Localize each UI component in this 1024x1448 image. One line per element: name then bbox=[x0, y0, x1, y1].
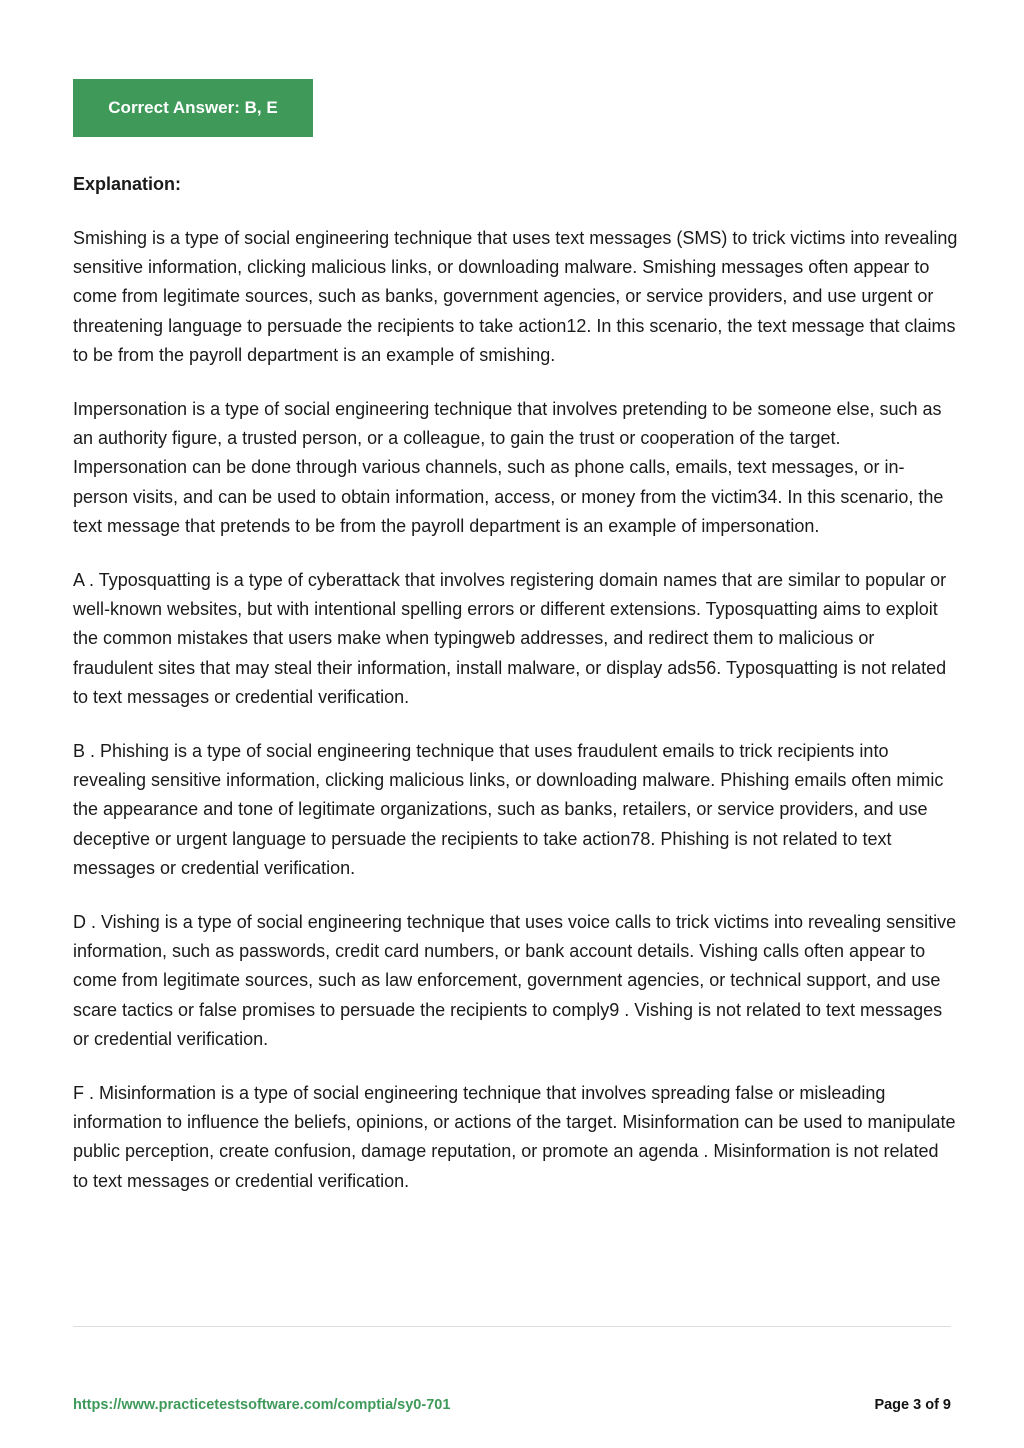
paragraph-impersonation: Impersonation is a type of social engineering technique that involves pretending to be someone else, such as an authority figure, a trusted person, or a colleague, to gain the trust or cooperation of the target. Impersonation can be done through various channels, such as phone calls, emails, text messages, or in-person visits, and can be used to obtain information, access, or money from the victim34. In this scenario, the text message that pretends to be from the payroll department is an example of impersonation. bbox=[73, 399, 944, 536]
paragraph-phishing: B . Phishing is a type of social engineering technique that uses fraudulent emails to trick recipients into revealing sensitive information, clicking malicious links, or downloading malware. Phishing emails often mimic the appearance and tone of legitimate organizations, such as banks, retailers, or service providers, and use deceptive or urgent language to persuade the recipients to take action78. Phishing is not related to text messages or credential verification. bbox=[73, 741, 944, 878]
page-number: Page 3 of 9 bbox=[874, 1397, 951, 1413]
paragraph-vishing: D . Vishing is a type of social engineering technique that uses voice calls to trick victims into revealing sensitive information, such as passwords, credit card numbers, or bank account details. Vishing calls often appear to come from legitimate sources, such as law enforcement, government agencies, or technical support, and use scare tactics or false promises to persuade the recipients to comply9 . Vishing is not related to text messages or credential verification. bbox=[73, 912, 957, 1049]
correct-answer-badge: Correct Answer: B, E bbox=[73, 79, 313, 137]
paragraph-typosquatting: A . Typosquatting is a type of cyberattack that involves registering domain names that are similar to popular or well-known websites, but with intentional spelling errors or different extensions. Typosquatting aims to exploit the common mistakes that users make when typingweb addresses, and redirect them to malicious or fraudulent sites that may steal their information, install malware, or display ads56. Typosquatting is not related to text messages or credential verification. bbox=[73, 570, 947, 707]
paragraph-misinformation: F . Misinformation is a type of social engineering technique that involves spreading false or misleading information to influence the beliefs, opinions, or actions of the target. Misinformation can be used to manipulate public perception, create confusion, damage reputation, or promote an agenda . Misinformation is not related to text messages or credential verification. bbox=[73, 1083, 956, 1191]
footer-source-link[interactable]: https://www.practicetestsoftware.com/comptia/sy0-701 bbox=[73, 1397, 451, 1413]
document-page bbox=[73, 0, 958, 1448]
explanation-heading: Explanation: bbox=[73, 174, 182, 194]
paragraph-smishing: Smishing is a type of social engineering technique that uses text messages (SMS) to trick victims into revealing sensitive information, clicking malicious links, or downloading malware. Smishing messages often appear to come from legitimate sources, such as banks, government agencies, or service providers, and use urgent or threatening language to persuade the recipients to take action12. In this scenario, the text message that claims to be from the payroll department is an example of smishing. bbox=[73, 228, 958, 365]
footer-divider bbox=[73, 1326, 951, 1327]
explanation-body bbox=[73, 224, 958, 1221]
